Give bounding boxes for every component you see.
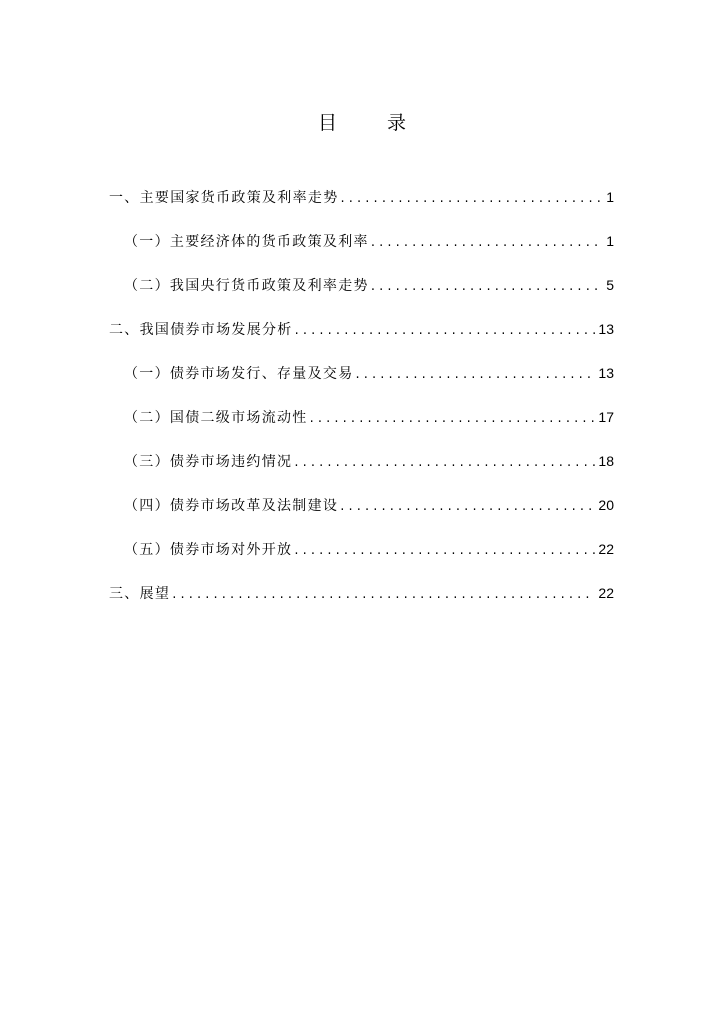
toc-entry-page: 13 xyxy=(598,365,614,381)
toc-entry-label: （二）国债二级市场流动性 xyxy=(124,410,308,426)
toc-entry-page: 1 xyxy=(606,233,614,249)
dot-leader xyxy=(310,408,596,430)
toc-entry-page: 18 xyxy=(598,453,614,469)
toc-entry-page: 20 xyxy=(598,497,614,513)
dot-leader xyxy=(341,188,604,210)
toc-entry[interactable] xyxy=(124,230,614,252)
toc-entry-page: 5 xyxy=(606,277,614,293)
toc-entry-page: 22 xyxy=(598,541,614,557)
toc-title: 目 录 xyxy=(317,112,429,134)
toc-entry[interactable] xyxy=(124,406,614,428)
toc-entry-label: （五）债券市场对外开放 xyxy=(124,542,293,558)
toc-entry-page: 17 xyxy=(598,409,614,425)
toc-entry-label: 一、主要国家货币政策及利率走势 xyxy=(109,190,339,206)
dot-leader xyxy=(356,364,596,386)
toc-entry-label: （一）主要经济体的货币政策及利率 xyxy=(124,234,369,250)
toc-entry-label: （三）债券市场违约情况 xyxy=(124,454,293,470)
dot-leader xyxy=(294,540,595,562)
toc-entry[interactable] xyxy=(124,494,614,516)
dot-leader xyxy=(172,584,595,606)
toc-entry-page: 13 xyxy=(598,321,614,337)
dot-leader xyxy=(371,232,603,254)
toc-entry-label: 三、展望 xyxy=(109,586,171,602)
toc-entry[interactable] xyxy=(109,186,614,208)
toc-entry[interactable] xyxy=(124,450,614,472)
toc-entry-label: （四）债券市场改革及法制建设 xyxy=(124,498,339,514)
toc-entry[interactable] xyxy=(124,274,614,296)
dot-leader xyxy=(340,496,595,518)
toc-entry-page: 1 xyxy=(606,189,614,205)
dot-leader xyxy=(371,276,603,298)
toc-entry[interactable] xyxy=(109,318,614,340)
toc-entry-page: 22 xyxy=(598,585,614,601)
toc-entry[interactable] xyxy=(124,362,614,384)
toc-entry-label: 二、我国债券市场发展分析 xyxy=(109,322,293,338)
toc-entry[interactable] xyxy=(124,538,614,560)
toc-entry-label: （二）我国央行货币政策及利率走势 xyxy=(124,278,369,294)
toc-entry-label: （一）债券市场发行、存量及交易 xyxy=(124,366,354,382)
toc-entry[interactable] xyxy=(109,582,614,604)
dot-leader xyxy=(295,320,596,342)
dot-leader xyxy=(294,452,595,474)
